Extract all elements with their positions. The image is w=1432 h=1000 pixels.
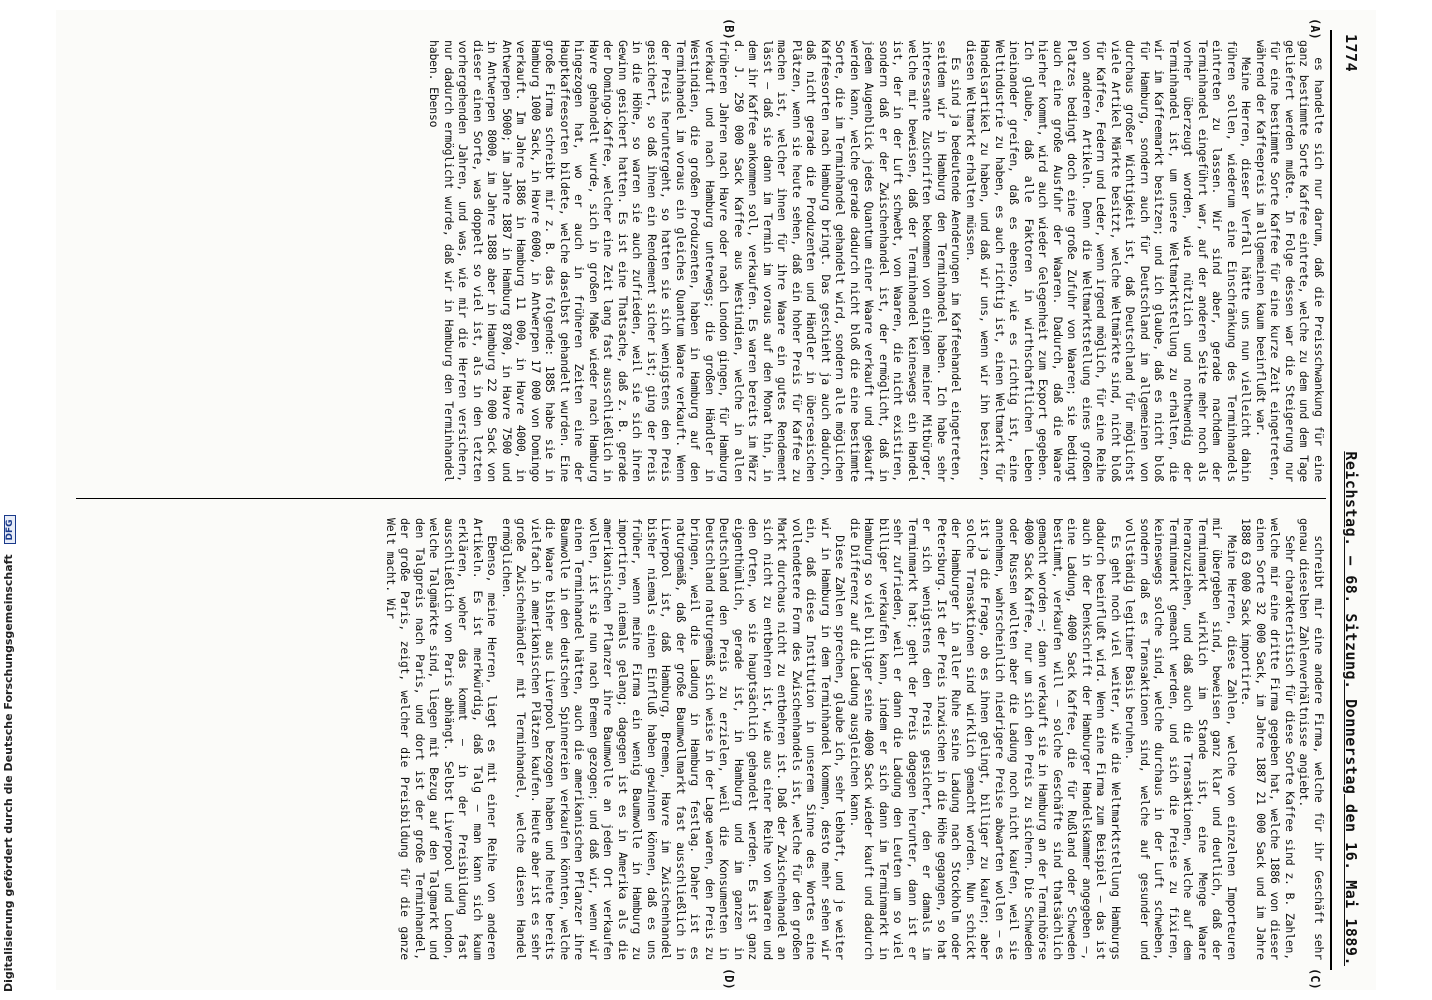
paragraph: Es geht noch viel weiter, wie die Weltmarktstellung Hamburgs dadurch beeinflußt wird. Wenn eine Firma zum Beispiel — das ist auch in der Denkschrift der Hamburger Handelskammer angegeben —, eine Ladung, 4000 Sack Kaffee, die für Rußland oder Schweden bestimmt, verkaufen will — solche Geschäfte sind thatsächlich gemacht worden —; dann verkauft sie in Hamburg an der Terminbörse 4000 Sack Kaffee, nur um sich den Preis zu sichern. Die Schweden oder Russen wollten aber die Ladung noch nicht kaufen, weil sie annehmen, wahrscheinlich niedrigere Preise abwarten wollen — es ist ja die Frage, ob es ihnen gelingt, billiger zu kaufen; aber solche Transaktionen sind wirklich gemacht worden. Nun schickt der Hamburger in aller Ruhe seine Ladung nach Stockholm oder Petersburg. Ist der Preis inzwischen in die Höhe gegangen, so hat er sich wenigstens den Preis gesichert, den er damals im Terminmarkt hat; geht der Preis dagegen herunter, dann ist er sehr zufrieden, weil er dann die Ladung den Leuten um so viel billiger verkaufen kann, indem er sich dann im Terminmarkt in Hamburg so viel billiger seine 4000 Sack wieder kauft und dadurch die Differenz auf die Ladung ausgleichen kann. <box>848 518 1123 960</box>
right-column <box>76 518 1326 960</box>
paragraph: Meine Herren, diese Zahlen, welche von einzelnen Importeuren mir übergeben sind, beweisen ganz klar und deutlich, daß der Terminmarkt wirklich im Stande ist, eine Menge Waare heranzuziehen, und daß auch die Transaktionen, welche auf dem Terminmarkt gemacht werden, und sich die Preise zu fixiren, keineswegs solche sind, welche durchaus in der Luft schweben, sondern daß es Transaktionen sind, welche auf gesunder und vollständig legitimer Basis beruhen. <box>1123 518 1239 960</box>
paragraph: Es sind ja bedeutende Aenderungen im Kaffeehandel eingetreten, seitdem wir in Hamburg den Terminhandel haben. Ich habe sehr interessante Zuschriften bekommen von einigen meiner Mitbürger, welche mir beweisen, daß der Terminhandel keineswegs ein Handel ist, der in der Luft schwebt, von Waaren, die nicht existiren, sondern daß er der Zwischenhandel ist, der ermöglicht, daß in jedem Augenblick jedes Quantum einer Waare verkauft und gekauft werden kann, welche gerade dadurch nicht bloß die eine bestimmte Sorte, die im Terminhandel gehandelt wird, sondern alle möglichen Kaffeesorten nach Hamburg bringt. Das geschieht ja auch dadurch, daß nicht gerade die Produzenten und Händler in überseeischen Plätzen, wenn sie heute sehen, daß ein hoher Preis für Kaffee zu machen ist, welcher ihnen für ihre Waare ein gutes Rendement lässt — daß sie dann im Termin im voraus auf den Monat hin, in dem ihr Kaffee ankommen soll, verkaufen. Es waren bereits im März d. J. 250 000 Sack Kaffee aus Westindien, welche in allen früheren Jahren nach Havre oder nach London gingen, für Hamburg verkauft und nach Hamburg unterwegs; die großen Händler in Westindien, die großen Produzenten, haben in Hamburg auf den Terminhandel im voraus ein gleiches Quantum Waare verkauft. Wenn der Preis heruntergeht, so hatten sie sich wenigstens den Preis gesichert, so daß ihnen ein Rendement sicher ist; ging der Preis in die Höhe, so waren sie auch zufrieden, weil sie sich ihren Gewinn gesichert hatten. Es ist eine Thatsache, daß z. B. gerade der Domingo-Kaffee, welcher eine Zeit lang fast ausschließlich in Havre gehandelt wurde, sich in großen Maße wieder nach Hamburg hingezogen hat, wo er auch in früheren Zeiten eine der Hauptkaffeesorten bildete, welche daselbst gehandelt wurden. Eine große Firma schreibt mir z. B. das folgende: 1885 habe sie in Hamburg 1000 Sack, in Havre 6000, in Antwerpen 17 000 von Domingo verkauft. Im Jahre 1886 in Hamburg 11 000, in Havre 4000, in Antwerpen 5000; im Jahre 1887 in Hamburg 8700, in Havre 7500 und in Antwerpen 8000, im Jahre 1888 aber in Hamburg 22 000 Sack von dieser einen Sorte, was doppelt so viel ist, als in den letzten vorhergehenden Jahren, und was, wie mir die Herren versichern, nur dadurch ermöglicht wurde, daß wir in Hamburg den Terminhandel haben. Ebenso <box>427 40 964 482</box>
margin-marker-d: (D) <box>722 968 736 990</box>
paragraph: Meine Herren, dieser Verfall hätte uns nun vielleicht dahin führen sollen, wiederum eine Einschränkung des Terminhandels eintreten zu lassen. Wir sind aber, gerade nachdem der Terminhandel eingeführt war, auf der anderen Seite mehr noch als vorher überzeugt worden, wie nützlich und nothwendig der Terminhandel ist, um unsere Weltmarktstellung zu erhalten, die wir im Kaffeemarkt besitzen; und ich glaube, daß es nicht bloß für Hamburg, sondern auch für Deutschland im allgemeinen von durchaus großer Wichtigkeit ist, daß Deutschland für möglichst viele Artikel Märkte besitzt, welche Weltmärkte sind, nicht bloß für Kaffee, Federn und Leder, wenn irgend möglich, für eine Reihe von anderen Artikeln. Denn die Weltmarktstellung eines großen Platzes bedingt doch eine große Zufuhr von Waaren; sie bedingt auch eine große Ausfuhr der Waaren. Dadurch, daß die Waare hierher kommt, wird auch wieder Gelegenheit zum Export gegeben. Ich glaube, daß alle Faktoren in wirthschaftlichen Leben ineinander greifen, daß es ebenso, wie es richtig ist, eine Weltindustrie zu haben, es auch richtig ist, einen Weltmarkt für Handelsartikel zu haben, und daß wir uns, wenn wir ihn besitzen, diesen Weltmarkt erhalten müssen. <box>964 40 1254 482</box>
paragraph: Ebenso, meine Herren, liegt es mit einer Reihe von anderen Artikeln. Es ist merkwürdig, daß Talg — man kann sich kaum erklären, woher das kommt — in der Preisbildung fast ausschließlich von Paris abhängt. Selbst Liverpool und London, welche Talgmärkte sind, liegen mit Bezug auf den Talgmarkt und den Talgpreis nach Paris, und dort ist der große Terminhandel, der große Paris, zeigt, welcher die Preisbildung für die ganze Welt macht. Wir <box>384 518 500 960</box>
column-divider <box>76 498 1326 499</box>
margin-marker-c: (C) <box>1308 968 1322 990</box>
margin-marker-b: (B) <box>722 18 736 40</box>
paragraph: Diese Zahlen sprechen, glaube ich, sehr lebhaft, und je weiter wir in Hamburg in dem Terminhandel kommen, desto mehr sehen wir ein, daß diese Institution in unserem Sinne des Wortes eine vollendetere Form des Zwischenhandels ist, welche für den großen Markt durchaus nicht zu entbehren ist. Daß der Zwischenhandel an sich nicht zu entbehren ist, wie aus einer Reihe von Waaren und den Orten, wo sie hauptsächlich gehandelt werden. Es ist ganz eigenthümlich, gerade ist, in Hamburg und im ganzen in Deutschland den Preis zu erzielen, weil die Konsumenten in Deutschland naturgemäß sich weise in der Lage waren, den Preis zu bringen, weil die Ladung in Hamburg festlag. Daher ist es naturgemäß, daß der große Baumwollmarkt fast ausschließlich in Liverpool ist, daß Hamburg, Bremen, Havre im Zwischenhandel bisher niemals einen Einfluß haben gewinnen können, daß es uns früher, wenn meine Firma ein wenig Baumwolle in Hamburg zu importiren, niemals gelang; dagegen ist es in Amerika als die amerikanischen Pflanzer ihre Baumwolle an jeden Ort verkaufen wollen, ist sie nun nach Bremen gezogen; und daß wir, wenn wir einen Terminhandel hätten, auch die amerikanischen Pflanzer ihre Baumwolle in den deutschen Spinnereien verkaufen könnten, welche die Waare bisher aus Liverpool bezogen haben und heute bereits vielfach in amerikanischen Plätzen kaufen. Heute aber ist es sehr große Zwischenhändler mit Terminhandel, welche diesen Handel ermöglichen. <box>500 518 848 960</box>
paragraph: es handelte sich nur darum, daß die Preisschwankung für eine ganz bestimmte Sorte Kaffee eintrete, welche zu dem und dem Tage geliefert werden mußte. In Folge dessen war die Steigerung nur für eine bestimmte Sorte Kaffee für eine kurze Zeit eingetreten, während der Kaffeepreis im allgemeinen kaum beeinflußt war. <box>1254 40 1326 482</box>
paragraph: Sehr charakteristisch für diese Sorte Kaffee sind z. B. Zahlen, welche mir eine dritte Firma gegeben hat, welche 1886 von dieser einen Sorte 32 000 Sack, im Jahre 1887 21 000 Sack und im Jahre 1888 63 000 Sack importirte. <box>1239 518 1297 960</box>
paragraph: schreibt mir eine andere Firma, welche für ihr Geschäft sehr genau dieselben Zahlenverhältnisse angiebt. <box>1297 518 1326 960</box>
header-rule <box>1330 30 1332 970</box>
digitization-footer <box>0 0 20 996</box>
page-title: Reichstag. — 68. Sitzung. Donnerstag den 16. Mai 1889. <box>1342 451 1360 966</box>
dfg-logo-icon: DFG <box>4 515 16 544</box>
margin-marker-a: (A) <box>1308 18 1322 40</box>
left-column <box>76 40 1326 482</box>
page-header <box>1336 34 1366 966</box>
footer-text: Digitalisierung gefördert durch die Deutsche Forschungsgemeinschaft <box>2 554 15 992</box>
document-page <box>56 10 1376 990</box>
page-number: 1774 <box>1342 34 1360 73</box>
